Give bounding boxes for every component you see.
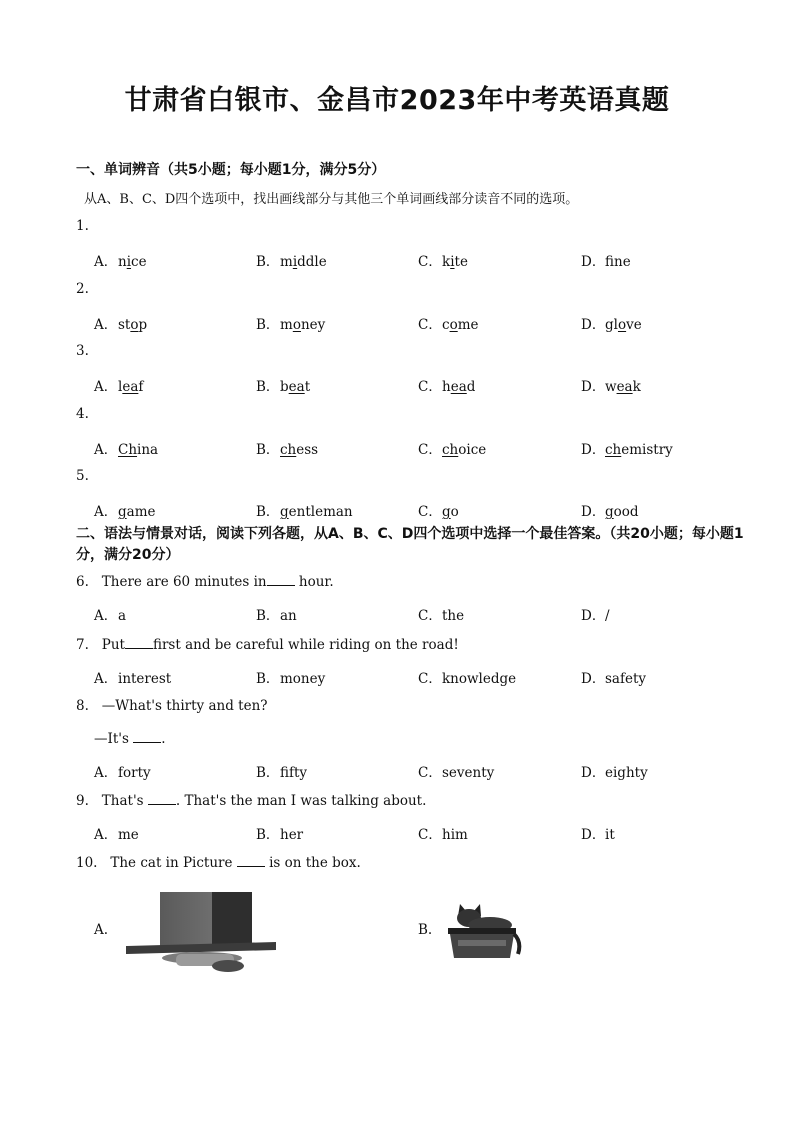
option-text: / xyxy=(605,608,610,624)
question-10 xyxy=(76,854,361,871)
option-c xyxy=(418,667,516,687)
option-letter: D． xyxy=(581,504,606,520)
option-d xyxy=(581,500,639,520)
option-letter: B． xyxy=(256,671,280,687)
option-letter: A． xyxy=(94,504,118,520)
underlined-letters: ch xyxy=(280,442,297,458)
option-letter: D． xyxy=(581,442,606,458)
option-letter: B． xyxy=(256,254,280,270)
question-stem-post: hour. xyxy=(298,574,334,590)
underlined-letters: o xyxy=(292,317,301,333)
option-text: fifty xyxy=(280,765,308,781)
question-stem-post: . That's the man I was talking about. xyxy=(175,793,427,809)
option-letter: D． xyxy=(581,317,606,333)
underlined-letters: o xyxy=(130,317,139,333)
option-letter: A． xyxy=(94,671,118,687)
answer-blank xyxy=(125,636,153,649)
question-stem-pre: There are 60 minutes in xyxy=(101,574,267,590)
word-part: n xyxy=(118,254,127,270)
answer-blank xyxy=(133,730,161,743)
option-c xyxy=(418,823,468,843)
option-text: knowledge xyxy=(442,671,517,687)
word-part: ina xyxy=(137,442,159,458)
option-letter: C． xyxy=(418,765,442,781)
option-b xyxy=(256,313,325,333)
box-top-rim xyxy=(448,928,516,934)
word-part: ve xyxy=(626,317,642,333)
underlined-letters: ea xyxy=(288,379,305,395)
cat-tail xyxy=(514,934,519,954)
option-text: me xyxy=(118,827,139,843)
question-7 xyxy=(76,636,459,653)
word-part: ddle xyxy=(297,254,327,270)
question-stem-pre: —It's xyxy=(94,731,129,747)
box-front-panel xyxy=(458,940,506,946)
word-part: t xyxy=(304,379,311,395)
option-letter: A． xyxy=(94,379,118,395)
question-9 xyxy=(76,792,426,809)
option-a-label: A. xyxy=(94,922,109,938)
word-part: c xyxy=(442,317,450,333)
box-right-face xyxy=(212,892,252,950)
option-text: it xyxy=(605,827,615,843)
word-part: f xyxy=(138,379,144,395)
underlined-letters: g xyxy=(118,504,127,520)
option-text: interest xyxy=(118,671,172,687)
option-c xyxy=(418,250,468,270)
option-letter: A． xyxy=(94,317,118,333)
question-stem-pre: That's xyxy=(101,793,144,809)
underlined-letters: o xyxy=(449,317,458,333)
section-1-instruction: 从A、B、C、D四个选项中，找出画线部分与其他三个单词画线部分读音不同的选项。 xyxy=(84,192,579,207)
underlined-letters: o xyxy=(617,317,627,333)
option-letter: D． xyxy=(581,765,606,781)
option-a xyxy=(94,500,156,520)
option-letter: C． xyxy=(418,827,442,843)
question-8 xyxy=(76,698,268,714)
underlined-letters: ea xyxy=(450,379,467,395)
question-stem-line1: —What's thirty and ten? xyxy=(101,698,268,714)
option-text: an xyxy=(280,608,297,624)
option-letter: B． xyxy=(256,504,280,520)
option-letter: A． xyxy=(94,827,118,843)
underlined-letters: g xyxy=(442,504,451,520)
question-stem-pre: Put xyxy=(101,637,125,653)
option-text: money xyxy=(280,671,326,687)
option-b xyxy=(256,604,297,624)
word-part: ame xyxy=(126,504,156,520)
question-number: 3. xyxy=(76,343,89,359)
option-a xyxy=(94,761,151,781)
option-b xyxy=(256,500,353,520)
option-c xyxy=(418,604,464,624)
word-part: b xyxy=(280,379,289,395)
picture-b-cat-on-box xyxy=(444,898,524,962)
word-part: st xyxy=(118,317,131,333)
question-number: 7. xyxy=(76,637,89,653)
option-letter: D． xyxy=(581,254,606,270)
word-part: h xyxy=(442,379,451,395)
word-part: m xyxy=(280,254,293,270)
answer-blank xyxy=(148,792,176,805)
word-part: emistry xyxy=(621,442,673,458)
underlined-letters: ch xyxy=(605,442,622,458)
option-letter: B． xyxy=(256,827,280,843)
option-d xyxy=(581,667,646,687)
question-number: 6. xyxy=(76,574,89,590)
underlined-letters: ea xyxy=(122,379,139,395)
word-part: l xyxy=(118,379,123,395)
option-letter: C． xyxy=(418,317,442,333)
option-letter: B． xyxy=(256,317,280,333)
option-letter: D． xyxy=(581,671,606,687)
word-part: w xyxy=(605,379,617,395)
question-8-reply xyxy=(94,730,166,747)
option-text: her xyxy=(280,827,304,843)
option-b xyxy=(256,375,310,395)
option-text: eighty xyxy=(605,765,648,781)
option-c xyxy=(418,313,479,333)
question-stem-post: is on the box. xyxy=(269,855,361,871)
word-part: d xyxy=(466,379,476,395)
option-letter: A． xyxy=(94,608,118,624)
option-b xyxy=(256,438,318,458)
word-part: ne xyxy=(614,254,631,270)
underlined-letters: g xyxy=(280,504,289,520)
answer-blank xyxy=(237,854,265,867)
word-part: ney xyxy=(300,317,326,333)
underlined-letters: ch xyxy=(442,442,459,458)
option-d xyxy=(581,375,641,395)
option-letter: D． xyxy=(581,608,606,624)
option-text: the xyxy=(442,608,465,624)
word-part: oice xyxy=(458,442,487,458)
word-part: gl xyxy=(605,317,618,333)
option-b xyxy=(256,667,325,687)
option-text: a xyxy=(118,608,127,624)
underlined-letters: i xyxy=(292,254,298,270)
option-letter: C． xyxy=(418,442,442,458)
question-stem-pre: The cat in Picture xyxy=(110,855,233,871)
option-a xyxy=(94,375,143,395)
option-text: safety xyxy=(605,671,647,687)
option-a xyxy=(94,604,126,624)
box-left-face xyxy=(160,892,212,950)
option-a xyxy=(94,250,147,270)
word-part: f xyxy=(605,254,615,270)
question-stem-post: . xyxy=(161,731,166,747)
option-letter: C． xyxy=(418,379,442,395)
option-letter: D． xyxy=(581,827,606,843)
question-number: 10. xyxy=(76,855,98,871)
word-part: entleman xyxy=(288,504,353,520)
underlined-letters: i xyxy=(126,254,132,270)
option-letter: A． xyxy=(94,254,118,270)
option-b-label: B. xyxy=(418,922,433,938)
option-a xyxy=(94,313,147,333)
option-a xyxy=(94,438,158,458)
option-d xyxy=(581,604,610,624)
cat-head xyxy=(212,960,244,972)
question-stem-post: first and be careful while riding on the road! xyxy=(152,637,459,653)
word-part: te xyxy=(454,254,468,270)
option-letter: C． xyxy=(418,671,442,687)
option-d xyxy=(581,823,615,843)
option-a xyxy=(94,667,171,687)
option-c xyxy=(418,375,475,395)
option-text: him xyxy=(442,827,468,843)
word-part: ess xyxy=(296,442,319,458)
option-text: forty xyxy=(118,765,151,781)
question-number: 5. xyxy=(76,468,89,484)
option-letter: A． xyxy=(94,442,118,458)
option-b xyxy=(256,250,327,270)
option-a xyxy=(94,823,139,843)
option-letter: B． xyxy=(256,608,280,624)
picture-a-cat-under-box xyxy=(118,884,278,976)
word-part: ce xyxy=(131,254,147,270)
word-part: ood xyxy=(613,504,639,520)
underlined-letters: Ch xyxy=(118,442,138,458)
word-part: o xyxy=(450,504,459,520)
option-d xyxy=(581,250,631,270)
option-letter: B． xyxy=(256,765,280,781)
section-2-heading: 二、语法与情景对话，阅读下列各题，从A、B、C、D四个选项中选择一个最佳答案。（共20小题；每小题1分，满分20分） xyxy=(76,526,744,563)
question-number: 1. xyxy=(76,218,89,234)
option-b xyxy=(256,823,303,843)
question-number: 2. xyxy=(76,281,89,297)
option-letter: B． xyxy=(256,379,280,395)
word-part: m xyxy=(280,317,293,333)
word-part: p xyxy=(138,317,148,333)
word-part: k xyxy=(632,379,641,395)
option-letter: C． xyxy=(418,608,442,624)
question-number: 8. xyxy=(76,698,89,714)
word-part: me xyxy=(457,317,479,333)
option-text: seventy xyxy=(442,765,495,781)
option-b xyxy=(256,761,307,781)
option-d xyxy=(581,313,642,333)
option-letter: C． xyxy=(418,254,442,270)
question-number: 4. xyxy=(76,406,89,422)
option-c xyxy=(418,438,486,458)
answer-blank xyxy=(267,573,295,586)
underlined-letters: i xyxy=(450,254,455,270)
underlined-letters: g xyxy=(605,504,614,520)
option-letter: C． xyxy=(418,504,442,520)
option-c xyxy=(418,500,459,520)
option-letter: B． xyxy=(256,442,280,458)
option-letter: D． xyxy=(581,379,606,395)
underlined-letters: ea xyxy=(616,379,633,395)
question-6 xyxy=(76,573,334,590)
section-1-heading: 一、单词辨音（共5小题；每小题1分，满分5分） xyxy=(76,162,386,178)
word-part: k xyxy=(442,254,451,270)
option-c xyxy=(418,761,494,781)
page-title: 甘肃省白银市、金昌市2023年中考英语真题 xyxy=(124,85,670,116)
option-letter: A． xyxy=(94,765,118,781)
option-d xyxy=(581,761,648,781)
option-d xyxy=(581,438,673,458)
question-number: 9. xyxy=(76,793,89,809)
